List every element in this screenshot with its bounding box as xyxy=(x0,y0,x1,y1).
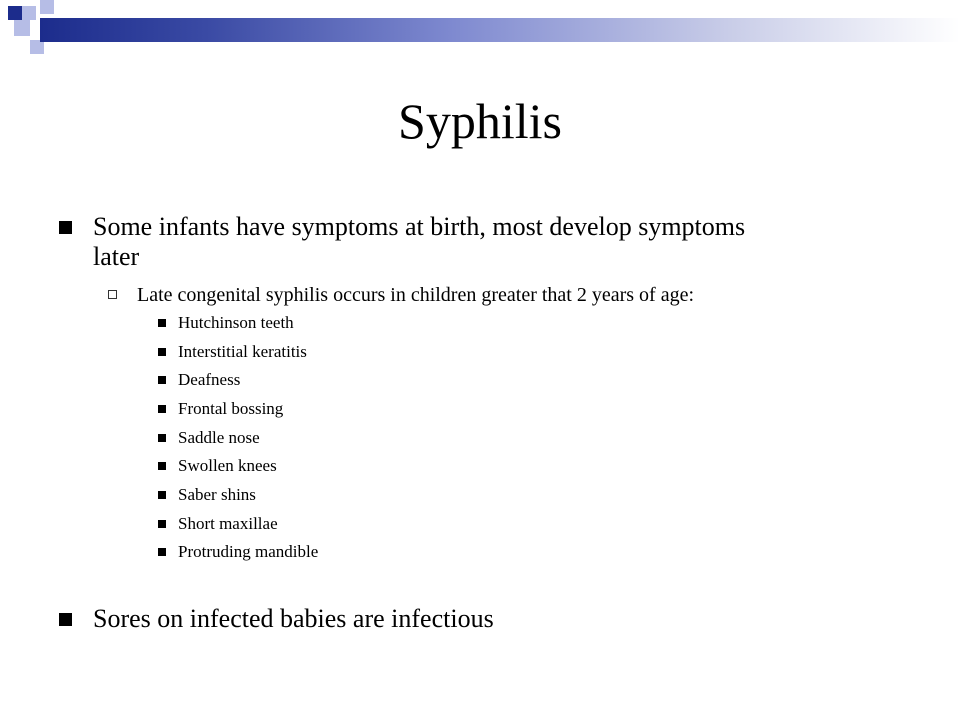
hollow-square-bullet-icon xyxy=(108,290,117,299)
bullet-text: Sores on infected babies are infectious xyxy=(93,604,494,633)
filled-square-bullet-icon xyxy=(59,221,72,234)
filled-square-bullet-icon xyxy=(158,491,166,499)
filled-square-bullet-icon xyxy=(158,462,166,470)
list-item: Hutchinson teeth xyxy=(178,313,294,332)
filled-square-bullet-icon xyxy=(158,319,166,327)
bullet-text: Some infants have symptoms at birth, most develop symptoms xyxy=(93,212,746,241)
filled-square-bullet-icon xyxy=(158,405,166,413)
list-item: Swollen knees xyxy=(178,456,277,475)
bullet-text-continuation: later xyxy=(93,242,140,271)
list-item: Interstitial keratitis xyxy=(178,342,307,361)
filled-square-bullet-icon xyxy=(158,376,166,384)
slide-title: Syphilis xyxy=(398,93,562,149)
filled-square-bullet-icon xyxy=(158,348,166,356)
list-item: Frontal bossing xyxy=(178,399,284,418)
list-item: Protruding mandible xyxy=(178,542,319,561)
list-item: Deafness xyxy=(178,370,241,389)
list-item: Saber shins xyxy=(178,485,256,504)
list-item: Short maxillae xyxy=(178,514,278,533)
filled-square-bullet-icon xyxy=(59,613,72,626)
list-item: Saddle nose xyxy=(178,428,260,447)
sub-bullet-text: Late congenital syphilis occurs in children greater that 2 years of age: xyxy=(137,284,695,306)
filled-square-bullet-icon xyxy=(158,520,166,528)
filled-square-bullet-icon xyxy=(158,434,166,442)
filled-square-bullet-icon xyxy=(158,548,166,556)
